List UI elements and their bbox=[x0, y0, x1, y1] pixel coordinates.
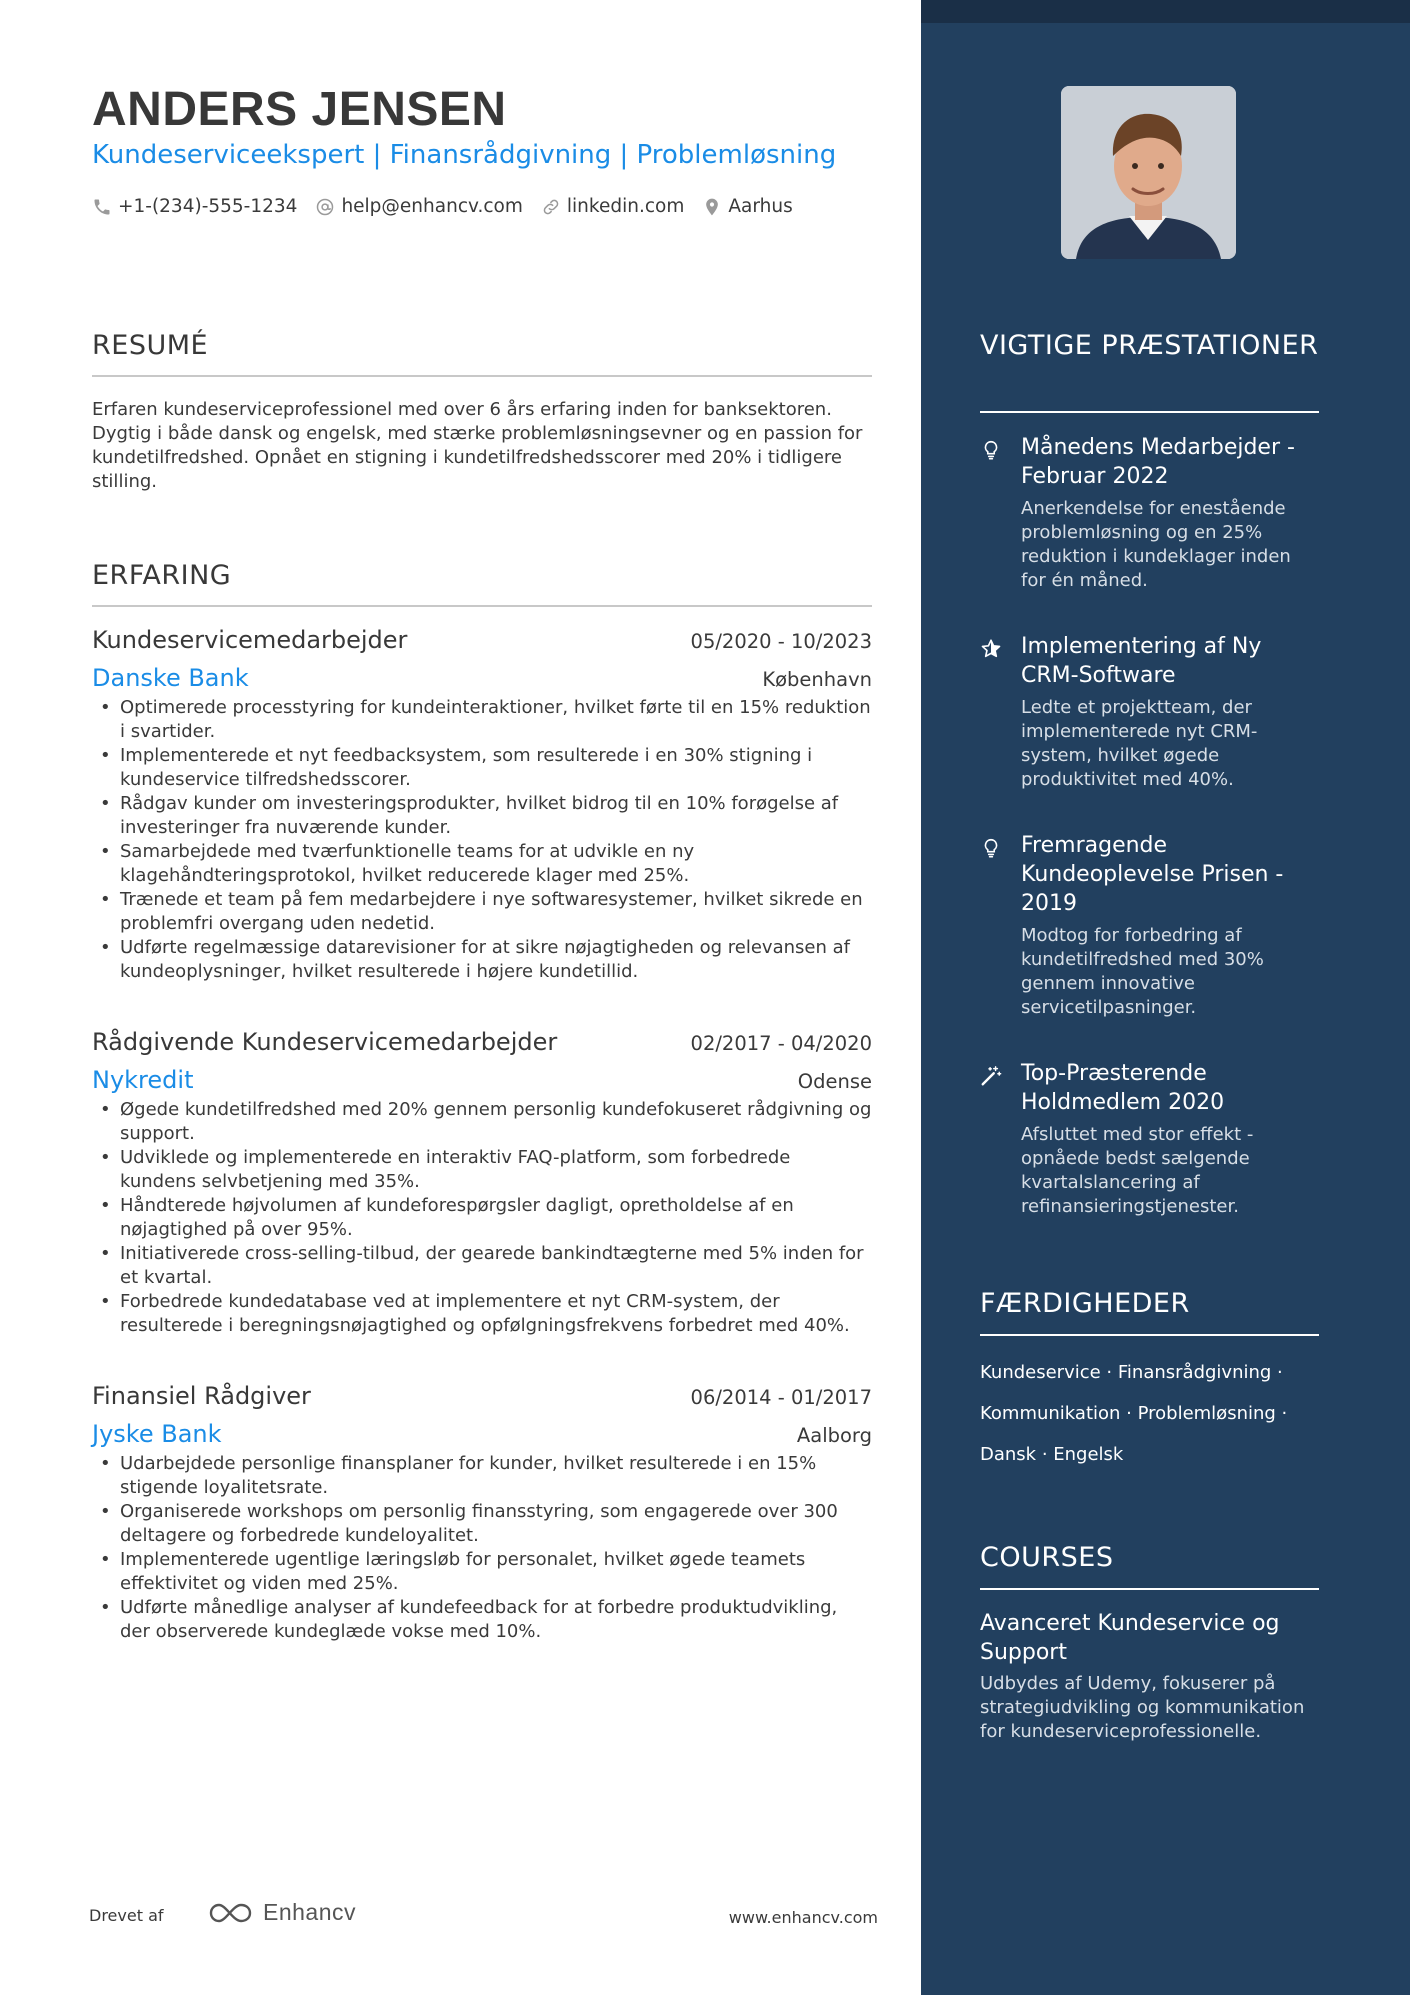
job-company[interactable]: Danske Bank bbox=[92, 664, 249, 692]
achievements-divider bbox=[980, 411, 1319, 413]
skills-line: Dansk · Engelsk bbox=[980, 1444, 1124, 1465]
job-entry bbox=[92, 626, 872, 984]
achievement-title: Top-Præsterende Holdmedlem 2020 bbox=[1021, 1061, 1225, 1115]
achievement-title: Månedens Medarbejder - Februar 2022 bbox=[1021, 435, 1295, 489]
summary-text: Erfaren kundeserviceprofessionel med over 6 års erfaring inden for banksektoren. Dygtig i både dansk og engelsk, med stærke problemløsningsevner og en passion for kundetilfredshed. Opnået en stigning i kundetilfredshedsscorer med 20% i tidligere stilling. bbox=[92, 399, 863, 492]
location-pin-icon bbox=[702, 197, 722, 217]
skills-heading: FÆRDIGHEDER bbox=[980, 1288, 1190, 1319]
courses-heading: COURSES bbox=[980, 1542, 1114, 1573]
job-bullet: • Rådgav kunder om investeringsprodukter, hvilket bidrog til en 10% forøgelse af investeringer fra nuværende kunder. bbox=[92, 792, 872, 840]
skills-list bbox=[980, 1352, 1320, 1475]
job-company[interactable]: Nykredit bbox=[92, 1066, 194, 1094]
headline: Kundeserviceekspert | Finansrådgivning | Problemløsning bbox=[92, 140, 837, 170]
job-bullets bbox=[92, 696, 872, 984]
job-bullet: • Forbedrede kundedatabase ved at implementere et nyt CRM-system, der resulterede i beregningsnøjagtighed og opfølgningsfrekvens forbedret med 40%. bbox=[92, 1290, 872, 1338]
contact-bar bbox=[92, 196, 811, 217]
contact-location bbox=[702, 196, 792, 217]
achievement-description: Afsluttet med stor effekt - opnåede bedst sælgende kvartalslancering af refinansieringstjenester. bbox=[1021, 1124, 1254, 1217]
job-location: Odense bbox=[797, 1070, 872, 1093]
link-icon bbox=[541, 197, 561, 217]
job-bullet: • Implementerede et nyt feedbacksystem, som resulterede i en 30% stigning i kundeservice tilfredshedsscorer. bbox=[92, 744, 872, 792]
achievement-description: Modtog for forbedring af kundetilfredshed med 30% gennem innovative servicetilpasninger. bbox=[1021, 925, 1264, 1018]
star-icon bbox=[980, 638, 1002, 660]
magic-wand-icon bbox=[980, 1065, 1002, 1087]
achievement-item bbox=[980, 831, 1320, 1020]
skills-line: Kommunikation · Problemløsning · bbox=[980, 1403, 1288, 1424]
infinity-logo-icon bbox=[207, 1900, 255, 1926]
achievements-heading: VIGTIGE PRÆSTATIONER bbox=[980, 330, 1319, 361]
sidebar-top-band bbox=[921, 0, 1410, 23]
summary-divider bbox=[92, 375, 872, 377]
job-bullet: • Organiserede workshops om personlig finansstyring, som engagerede over 300 deltagere og forbedrede kundeloyalitet. bbox=[92, 1500, 872, 1548]
enhancv-logo[interactable] bbox=[207, 1899, 356, 1926]
job-title: Finansiel Rådgiver bbox=[92, 1382, 311, 1410]
job-bullet: • Samarbejdede med tværfunktionelle teams for at udvikle en ny klagehåndteringsprotokol, hvilket reducerede klager med 25%. bbox=[92, 840, 872, 888]
job-entry bbox=[92, 1382, 872, 1644]
job-location: København bbox=[762, 668, 872, 691]
courses-divider bbox=[980, 1588, 1319, 1590]
job-bullet: • Initiativerede cross-selling-tilbud, der gearede bankindtægterne med 5% inden for et kvartal. bbox=[92, 1242, 872, 1290]
job-bullet: • Udførte månedlige analyser af kundefeedback for at forbedre produktudvikling, der observerede kundeglæde vokse med 10%. bbox=[92, 1596, 872, 1644]
summary-heading: RESUMÉ bbox=[92, 330, 209, 361]
achievement-item bbox=[980, 433, 1320, 593]
job-dates: 05/2020 - 10/2023 bbox=[690, 630, 872, 653]
job-bullet: • Trænede et team på fem medarbejdere i nye softwaresystemer, hvilket sikrede en problemfri overgang uden nedetid. bbox=[92, 888, 872, 936]
experience-divider bbox=[92, 605, 872, 607]
powered-by-label: Drevet af bbox=[89, 1906, 164, 1925]
job-location: Aalborg bbox=[796, 1424, 872, 1447]
phone-text: +1-(234)-555-1234 bbox=[118, 196, 298, 217]
email-text: help@enhancv.com bbox=[341, 196, 523, 217]
job-bullet: • Implementerede ugentlige læringsløb for personalet, hvilket øgede teamets effektivitet og viden med 25%. bbox=[92, 1548, 872, 1596]
contact-email[interactable] bbox=[315, 196, 522, 217]
job-bullet: • Håndterede højvolumen af kundeforespørgsler dagligt, opretholdelse af en nøjagtighed på over 95%. bbox=[92, 1194, 872, 1242]
phone-icon bbox=[92, 197, 112, 217]
lightbulb-icon bbox=[980, 439, 1002, 461]
skills-line: Kundeservice · Finansrådgivning · bbox=[980, 1362, 1283, 1383]
job-dates: 06/2014 - 01/2017 bbox=[690, 1386, 872, 1409]
linkedin-text: linkedin.com bbox=[566, 196, 685, 217]
at-icon bbox=[315, 197, 335, 217]
job-bullet: • Udførte regelmæssige datarevisioner for at sikre nøjagtigheden og relevansen af kundeoplysninger, hvilket resulterede i højere kundetillid. bbox=[92, 936, 872, 984]
achievement-title: Implementering af Ny CRM-Software bbox=[1021, 634, 1262, 688]
experience-heading: ERFARING bbox=[92, 560, 232, 591]
job-company[interactable]: Jyske Bank bbox=[92, 1420, 222, 1448]
job-title: Rådgivende Kundeservicemedarbejder bbox=[92, 1028, 558, 1056]
brand-name: Enhancv bbox=[263, 1899, 357, 1925]
achievement-description: Anerkendelse for enestående problemløsning og en 25% reduktion i kundeklager inden for én måned. bbox=[1021, 498, 1291, 591]
job-bullets bbox=[92, 1098, 872, 1338]
achievement-title: Fremragende Kundeoplevelse Prisen - 2019 bbox=[1021, 833, 1284, 916]
job-bullet: • Udviklede og implementerede en interaktiv FAQ-platform, som forbedrede kundens selvbetjening med 35%. bbox=[92, 1146, 872, 1194]
footer-url[interactable]: www.enhancv.com bbox=[728, 1908, 878, 1927]
job-dates: 02/2017 - 04/2020 bbox=[690, 1032, 872, 1055]
job-bullet: • Optimerede processtyring for kundeinteraktioner, hvilket førte til en 15% reduktion i svartider. bbox=[92, 696, 872, 744]
profile-photo bbox=[1061, 86, 1236, 259]
course-description: Udbydes af Udemy, fokuserer på strategiudvikling og kommunikation for kundeserviceprofessionelle. bbox=[980, 1673, 1305, 1742]
skills-divider bbox=[980, 1334, 1319, 1336]
lightbulb-icon bbox=[980, 837, 1002, 859]
job-bullet: • Udarbejdede personlige finansplaner for kunder, hvilket resulterede i en 15% stigende loyalitetsrate. bbox=[92, 1452, 872, 1500]
job-bullets bbox=[92, 1452, 872, 1644]
course-title: Avanceret Kundeservice og Support bbox=[980, 1611, 1280, 1665]
job-bullet: • Øgede kundetilfredshed med 20% gennem personlig kundefokuseret rådgivning og support. bbox=[92, 1098, 872, 1146]
job-entry bbox=[92, 1028, 872, 1338]
profile-photo-illustration bbox=[1061, 86, 1236, 259]
location-text: Aarhus bbox=[728, 196, 793, 217]
achievement-item bbox=[980, 1059, 1320, 1219]
job-title: Kundeservicemedarbejder bbox=[92, 626, 408, 654]
candidate-name: ANDERS JENSEN bbox=[92, 83, 507, 136]
achievement-item bbox=[980, 632, 1320, 792]
contact-linkedin[interactable] bbox=[541, 196, 684, 217]
sidebar bbox=[921, 0, 1410, 1995]
achievement-description: Ledte et projektteam, der implementerede nyt CRM-system, hvilket øgede produktivitet med 40%. bbox=[1021, 697, 1258, 790]
contact-phone[interactable] bbox=[92, 196, 297, 217]
